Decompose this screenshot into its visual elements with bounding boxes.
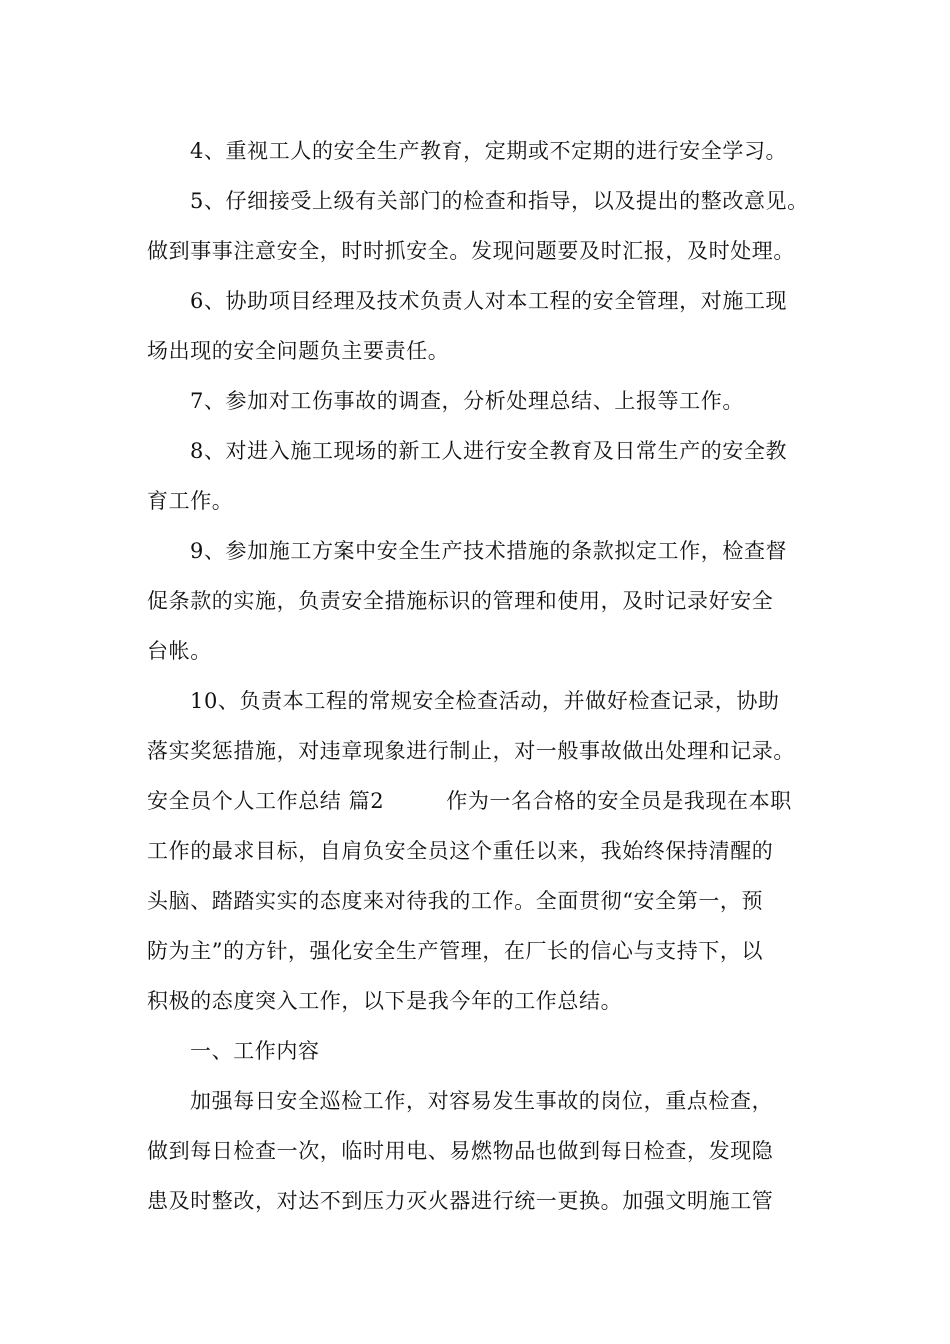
section-heading: 安全员个人工作总结 篇2 [147,789,385,813]
paragraph-line: 7、参加对工伤事故的调查，分析处理总结、上报等工作。 [190,389,744,413]
paragraph-line: 6、协助项目经理及技术负责人对本工程的安全管理，对施工现 [190,289,788,313]
paragraph-line: 做到事事注意安全，时时抓安全。发现问题要及时汇报，及时处理。 [147,239,795,263]
section-line [147,786,827,816]
paragraph-line: 8、对进入施工现场的新工人进行安全教育及日常生产的安全教 [190,439,788,463]
paragraph-line: 患及时整改，对达不到压力灭火器进行统一更换。加强文明施工管 [147,1189,774,1213]
subheading: 一、工作内容 [190,1039,320,1063]
paragraph-line: 育工作。 [147,489,234,513]
paragraph-line: 落实奖惩措施，对违章现象进行制止，对一般事故做出处理和记录。 [147,739,795,763]
paragraph-line: 促条款的实施，负责安全措施标识的管理和使用，及时记录好安全 [147,589,774,613]
paragraph-line: 5、仔细接受上级有关部门的检查和指导，以及提出的整改意见。 [190,189,809,213]
paragraph-line: 工作的最求目标，自肩负安全员这个重任以来，我始终保持清醒的 [147,839,774,863]
paragraph-line: 9、参加施工方案中安全生产技术措施的条款拟定工作，检查督 [190,539,788,563]
paragraph-line: 10、负责本工程的常规安全检查活动，并做好检查记录，协助 [190,689,780,713]
paragraph-line: 加强每日安全巡检工作，对容易发生事故的岗位，重点检查， [190,1089,774,1113]
paragraph-line: 头脑、踏踏实实的态度来对待我的工作。全面贯彻“安全第一，预 [147,889,764,913]
paragraph-line: 积极的态度突入工作，以下是我今年的工作总结。 [147,989,623,1013]
paragraph-line: 4、重视工人的安全生产教育，定期或不定期的进行安全学习。 [190,139,788,163]
section-intro: 作为一名合格的安全员是我现在本职 [446,789,792,813]
paragraph-line: 台帐。 [147,639,212,663]
paragraph-line: 做到每日检查一次，临时用电、易燃物品也做到每日检查，发现隐 [147,1139,774,1163]
paragraph-line: 防为主”的方针，强化安全生产管理，在厂长的信心与支持下，以 [147,939,764,963]
paragraph-line: 场出现的安全问题负主要责任。 [147,339,450,363]
